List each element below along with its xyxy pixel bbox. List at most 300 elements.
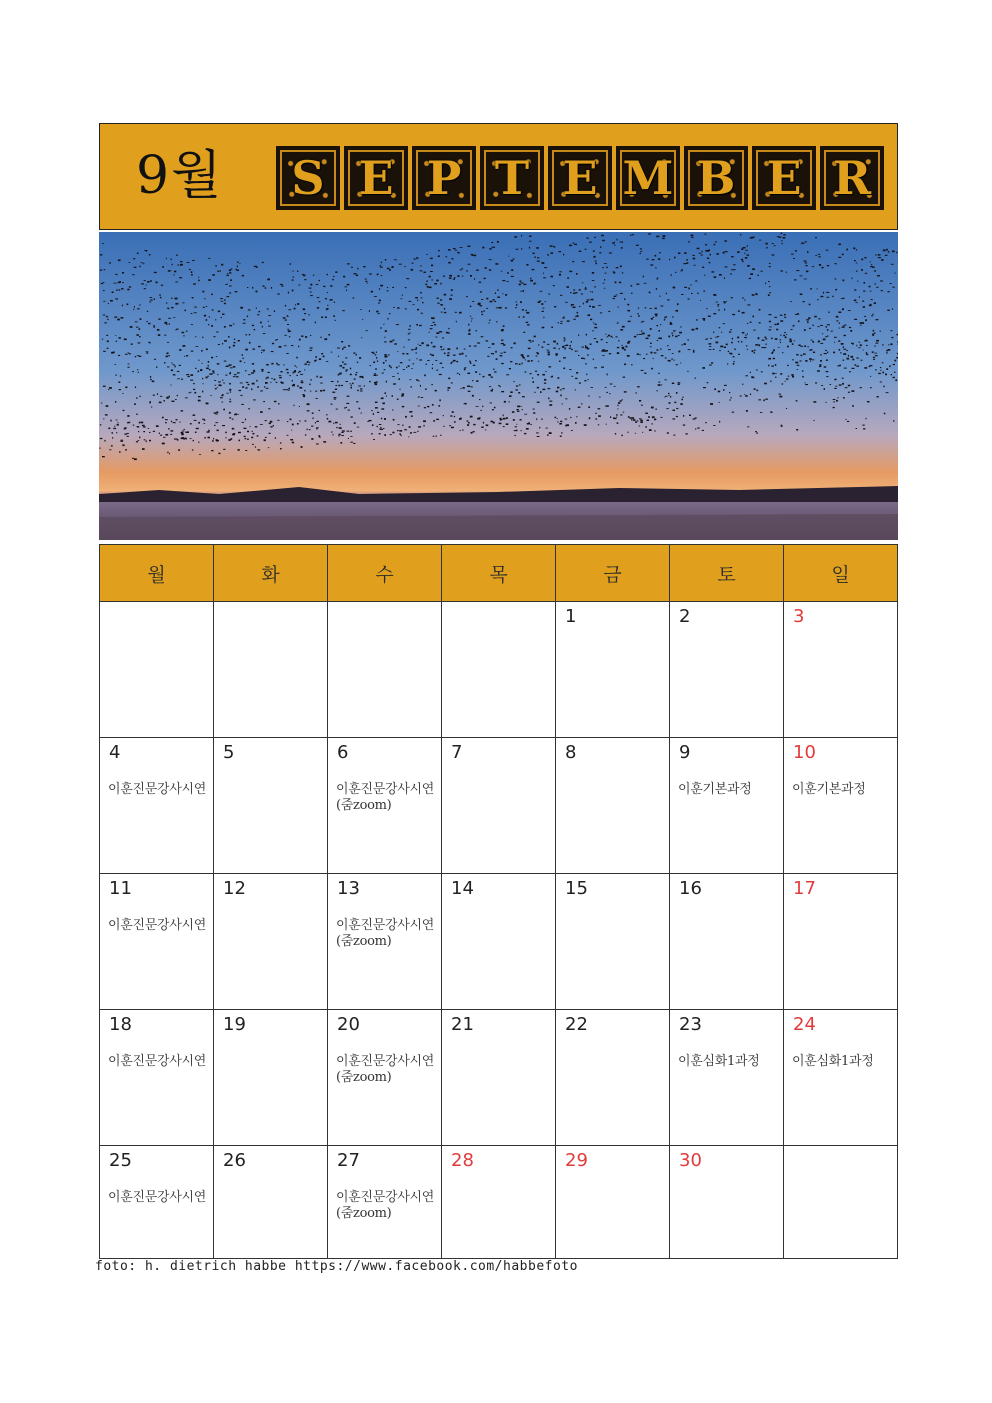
bird-mark xyxy=(157,329,160,331)
bird-mark xyxy=(607,336,608,337)
bird-mark xyxy=(880,367,881,368)
bird-mark xyxy=(474,346,477,347)
bird-mark xyxy=(815,237,817,238)
bird-mark xyxy=(319,301,321,302)
bird-mark xyxy=(604,351,606,352)
bird-mark xyxy=(252,383,255,385)
bird-mark xyxy=(618,340,620,341)
bird-mark xyxy=(290,439,293,441)
bird-mark xyxy=(299,387,302,389)
bird-mark xyxy=(510,361,512,362)
bird-mark xyxy=(676,364,678,365)
bird-mark xyxy=(122,305,123,307)
bird-mark xyxy=(795,362,798,364)
bird-mark xyxy=(852,359,854,361)
bird-mark xyxy=(577,315,579,317)
bird-mark xyxy=(578,334,579,336)
bird-mark xyxy=(493,247,495,248)
bird-mark xyxy=(153,431,155,432)
bird-mark xyxy=(271,287,272,289)
bird-mark xyxy=(725,251,728,252)
bird-mark xyxy=(266,378,267,380)
bird-mark xyxy=(783,234,785,235)
bird-mark xyxy=(115,335,116,336)
bird-mark xyxy=(569,369,571,370)
bird-mark xyxy=(809,358,812,360)
bird-mark xyxy=(433,346,436,348)
bird-mark xyxy=(333,315,335,317)
bird-mark xyxy=(750,322,752,323)
month-letter: E xyxy=(766,151,802,205)
bird-mark xyxy=(388,355,390,356)
bird-mark xyxy=(548,398,549,400)
bird-mark xyxy=(245,438,247,439)
bird-mark xyxy=(818,318,820,319)
bird-mark xyxy=(307,362,309,363)
bird-mark xyxy=(640,248,642,249)
day-cell xyxy=(784,1010,898,1146)
bird-mark xyxy=(705,244,707,245)
bird-mark xyxy=(421,313,423,314)
bird-mark xyxy=(406,367,407,368)
bird-mark xyxy=(293,277,295,278)
bird-mark xyxy=(431,355,434,357)
bird-mark xyxy=(307,410,310,411)
bird-mark xyxy=(704,275,706,276)
bird-mark xyxy=(183,346,185,347)
bird-mark xyxy=(511,269,513,271)
bird-mark xyxy=(524,433,526,434)
bird-mark xyxy=(371,410,373,411)
bird-mark xyxy=(307,361,309,362)
bird-mark xyxy=(547,344,549,345)
bird-mark xyxy=(758,338,760,340)
bird-mark xyxy=(315,391,317,392)
bird-mark xyxy=(884,413,886,415)
bird-mark xyxy=(566,424,569,426)
bird-mark xyxy=(593,250,595,251)
bird-mark xyxy=(585,363,586,364)
bird-mark xyxy=(493,353,495,354)
bird-mark xyxy=(103,315,106,316)
bird-mark xyxy=(559,348,560,349)
bird-mark xyxy=(781,270,784,271)
bird-mark xyxy=(896,252,897,253)
bird-mark xyxy=(667,432,669,434)
bird-mark xyxy=(494,301,496,302)
bird-mark xyxy=(304,313,306,314)
bird-mark xyxy=(338,385,340,387)
bird-mark xyxy=(375,384,378,386)
bird-mark xyxy=(466,296,468,297)
event-note: 이훈진문강사시연 (줌zoom) xyxy=(336,782,435,813)
bird-mark xyxy=(544,383,546,384)
bird-mark xyxy=(186,355,188,356)
bird-mark xyxy=(220,298,223,299)
bird-mark xyxy=(785,337,787,339)
bird-mark xyxy=(463,387,465,389)
bird-mark xyxy=(639,426,640,427)
bird-mark xyxy=(560,421,562,422)
bird-mark xyxy=(871,299,873,300)
bird-mark xyxy=(618,307,619,308)
bird-mark xyxy=(159,294,161,295)
event-note: 이훈기본과정 xyxy=(678,782,752,797)
bird-mark xyxy=(451,295,453,296)
event-note: 이훈심화1과정 xyxy=(678,1054,760,1069)
bird-mark xyxy=(325,317,327,319)
bird-mark xyxy=(837,397,838,398)
bird-mark xyxy=(610,416,611,418)
bird-mark xyxy=(251,372,254,373)
bird-mark xyxy=(794,279,796,280)
bird-mark xyxy=(893,420,894,422)
bird-mark xyxy=(585,249,587,250)
bird-mark xyxy=(389,365,391,367)
bird-mark xyxy=(667,345,669,346)
bird-mark xyxy=(627,304,629,306)
bird-mark xyxy=(400,434,401,436)
bird-mark xyxy=(880,370,882,371)
bird-mark xyxy=(569,408,570,410)
bird-mark xyxy=(864,367,867,369)
bird-mark xyxy=(792,376,794,378)
bird-mark xyxy=(384,356,387,358)
bird-mark xyxy=(296,367,297,368)
bird-mark xyxy=(719,274,722,276)
bird-mark xyxy=(783,335,785,336)
bird-mark xyxy=(260,390,263,391)
bird-mark xyxy=(432,404,434,406)
bird-mark xyxy=(601,367,604,368)
bird-mark xyxy=(198,360,199,361)
bird-mark xyxy=(469,361,471,363)
bird-mark xyxy=(217,363,220,364)
bird-mark xyxy=(721,332,722,333)
bird-mark xyxy=(805,360,807,362)
bird-mark xyxy=(522,309,524,310)
bird-mark xyxy=(268,408,270,409)
bird-mark xyxy=(488,374,491,376)
bird-mark xyxy=(189,392,191,393)
bird-mark xyxy=(886,249,888,251)
bird-mark xyxy=(631,417,634,419)
bird-mark xyxy=(345,357,347,358)
bird-mark xyxy=(341,385,343,386)
bird-mark xyxy=(380,285,383,287)
bird-mark xyxy=(693,350,694,351)
bird-mark xyxy=(526,312,529,314)
bird-mark xyxy=(875,254,876,256)
bird-mark xyxy=(818,341,820,342)
bird-mark xyxy=(256,308,257,309)
bird-mark xyxy=(340,428,342,429)
bird-mark xyxy=(747,265,750,267)
bird-mark xyxy=(287,372,289,373)
bird-mark xyxy=(150,401,151,402)
bird-mark xyxy=(588,395,589,396)
bird-mark xyxy=(364,385,365,386)
bird-mark xyxy=(560,389,561,391)
bird-mark xyxy=(165,434,168,436)
bird-mark xyxy=(338,356,339,357)
bird-mark xyxy=(146,440,147,442)
bird-mark xyxy=(470,362,471,364)
bird-mark xyxy=(351,387,353,389)
bird-mark xyxy=(119,289,121,290)
month-letter-tile xyxy=(276,146,340,210)
bird-mark xyxy=(257,435,259,436)
bird-mark xyxy=(875,270,877,271)
bird-mark xyxy=(602,349,605,350)
bird-mark xyxy=(651,318,653,320)
bird-mark xyxy=(790,329,792,330)
bird-mark xyxy=(164,335,166,336)
bird-mark xyxy=(650,352,652,354)
bird-mark xyxy=(746,345,747,347)
bird-mark xyxy=(352,383,354,384)
bird-mark xyxy=(310,379,311,380)
bird-mark xyxy=(705,422,707,423)
bird-mark xyxy=(236,376,239,377)
bird-mark xyxy=(224,326,226,328)
bird-mark xyxy=(337,381,338,383)
bird-mark xyxy=(336,409,338,410)
bird-mark xyxy=(827,265,829,266)
bird-mark xyxy=(860,344,862,346)
bird-mark xyxy=(627,355,630,357)
bird-mark xyxy=(789,339,791,341)
bird-mark xyxy=(658,338,659,339)
bird-mark xyxy=(534,336,536,338)
bird-mark xyxy=(664,397,665,398)
bird-mark xyxy=(622,272,623,273)
bird-mark xyxy=(686,262,688,264)
bird-mark xyxy=(834,342,835,343)
bird-mark xyxy=(459,374,460,375)
bird-mark xyxy=(585,345,586,347)
bird-mark xyxy=(408,437,409,438)
bird-mark xyxy=(101,283,103,284)
bird-mark xyxy=(409,325,411,326)
bird-mark xyxy=(181,437,184,439)
bird-mark xyxy=(418,396,420,397)
bird-mark xyxy=(694,265,696,266)
bird-mark xyxy=(279,346,282,348)
bird-mark xyxy=(183,302,185,303)
bird-mark xyxy=(627,310,630,312)
bird-mark xyxy=(656,325,658,326)
bird-mark xyxy=(359,357,361,359)
bird-mark xyxy=(567,320,570,321)
bird-mark xyxy=(870,261,871,262)
calendar-grid xyxy=(99,544,898,1259)
event-note: 이훈진문강사시연 xyxy=(108,1054,207,1069)
bird-mark xyxy=(521,354,524,356)
bird-mark xyxy=(338,435,340,436)
bird-mark xyxy=(193,440,194,441)
bird-mark xyxy=(656,278,658,279)
bird-mark xyxy=(513,258,515,259)
bird-mark xyxy=(114,283,117,284)
bird-mark xyxy=(869,305,872,307)
bird-mark xyxy=(171,421,172,422)
bird-mark xyxy=(678,253,680,255)
bird-mark xyxy=(430,258,433,259)
bird-mark xyxy=(805,382,806,383)
bird-mark xyxy=(551,252,554,254)
bird-mark xyxy=(593,359,594,360)
bird-mark xyxy=(506,374,509,375)
bird-mark xyxy=(350,374,352,376)
bird-mark xyxy=(127,304,129,306)
bird-mark xyxy=(894,273,895,274)
bird-mark xyxy=(576,351,578,352)
bird-mark xyxy=(622,326,625,327)
bird-mark xyxy=(411,416,413,417)
bird-mark xyxy=(410,379,412,380)
bird-mark xyxy=(682,269,683,271)
bird-mark xyxy=(520,406,522,407)
bird-mark xyxy=(471,432,473,434)
bird-mark xyxy=(844,325,846,326)
bird-mark xyxy=(409,426,411,428)
bird-mark xyxy=(826,360,828,361)
bird-mark xyxy=(544,379,546,381)
bird-mark xyxy=(835,263,837,264)
bird-mark xyxy=(228,336,230,337)
bird-mark xyxy=(319,437,321,438)
bird-mark xyxy=(661,355,664,356)
bird-mark xyxy=(810,360,811,361)
bird-mark xyxy=(528,422,530,424)
bird-mark xyxy=(385,360,386,362)
bird-mark xyxy=(814,316,817,318)
bird-mark xyxy=(356,354,357,356)
bird-mark xyxy=(665,396,667,397)
bird-mark xyxy=(384,341,387,342)
bird-mark xyxy=(664,317,666,319)
bird-mark xyxy=(317,307,319,309)
bird-mark xyxy=(839,328,840,329)
bird-mark xyxy=(489,319,490,321)
bird-mark xyxy=(806,271,809,273)
bird-mark xyxy=(237,372,240,373)
bird-mark xyxy=(579,382,581,383)
day-number: 3 xyxy=(793,606,805,627)
bird-mark xyxy=(483,376,485,377)
bird-mark xyxy=(392,266,394,268)
bird-mark xyxy=(353,443,355,444)
bird-mark xyxy=(658,384,661,386)
bird-mark xyxy=(109,387,112,389)
bird-mark xyxy=(814,420,815,421)
bird-mark xyxy=(745,335,746,336)
bird-mark xyxy=(594,237,596,238)
bird-mark xyxy=(669,259,670,260)
bird-mark xyxy=(116,432,117,433)
bird-mark xyxy=(206,349,208,351)
bird-mark xyxy=(826,292,829,293)
bird-mark xyxy=(169,453,170,454)
bird-mark xyxy=(708,316,711,317)
bird-mark xyxy=(113,428,116,429)
bird-mark xyxy=(731,342,733,344)
bird-mark xyxy=(501,340,504,341)
bird-mark xyxy=(440,304,442,305)
bird-mark xyxy=(387,268,390,270)
bird-mark xyxy=(702,318,705,319)
bird-mark xyxy=(894,360,896,362)
bird-mark xyxy=(269,423,271,425)
bird-mark xyxy=(581,293,583,294)
bird-mark xyxy=(771,338,773,339)
bird-mark xyxy=(168,308,169,310)
month-letter: P xyxy=(426,151,462,205)
bird-mark xyxy=(252,287,253,289)
bird-mark xyxy=(213,336,215,337)
bird-mark xyxy=(225,437,226,438)
bird-mark xyxy=(229,417,231,419)
bird-mark xyxy=(528,348,531,349)
bird-mark xyxy=(609,353,611,354)
bird-mark xyxy=(590,291,591,292)
bird-mark xyxy=(661,385,662,386)
bird-mark xyxy=(747,304,750,305)
day-cell xyxy=(442,1146,556,1259)
bird-mark xyxy=(517,406,520,408)
bird-mark xyxy=(468,324,469,326)
bird-mark xyxy=(202,337,203,339)
bird-mark xyxy=(848,355,849,357)
bird-mark xyxy=(397,424,399,425)
bird-mark xyxy=(888,251,890,252)
bird-mark xyxy=(298,346,299,348)
bird-mark xyxy=(410,432,412,433)
bird-mark xyxy=(892,308,893,309)
bird-mark xyxy=(559,361,560,363)
bird-mark xyxy=(521,235,522,237)
bird-mark xyxy=(787,365,789,366)
bird-mark xyxy=(657,349,659,351)
bird-mark xyxy=(781,425,782,426)
bird-mark xyxy=(655,315,657,316)
bird-mark xyxy=(206,319,208,321)
bird-mark xyxy=(201,350,202,352)
bird-mark xyxy=(548,351,550,353)
bird-mark xyxy=(618,402,620,404)
bird-mark xyxy=(539,427,540,429)
bird-mark xyxy=(781,240,782,241)
bird-mark xyxy=(279,375,282,376)
bird-mark xyxy=(880,382,882,383)
bird-mark xyxy=(365,279,367,280)
day-number: 23 xyxy=(679,1014,702,1035)
bird-mark xyxy=(365,281,367,282)
bird-mark xyxy=(357,427,360,428)
bird-mark xyxy=(465,403,467,405)
bird-mark xyxy=(208,430,209,432)
bird-mark xyxy=(105,414,108,415)
bird-mark xyxy=(615,433,616,434)
bird-mark xyxy=(633,419,636,421)
bird-mark xyxy=(573,243,575,244)
bird-mark xyxy=(563,368,565,370)
bird-mark xyxy=(583,303,584,305)
bird-mark xyxy=(729,400,731,401)
bird-mark xyxy=(776,329,778,330)
bird-mark xyxy=(749,278,751,279)
